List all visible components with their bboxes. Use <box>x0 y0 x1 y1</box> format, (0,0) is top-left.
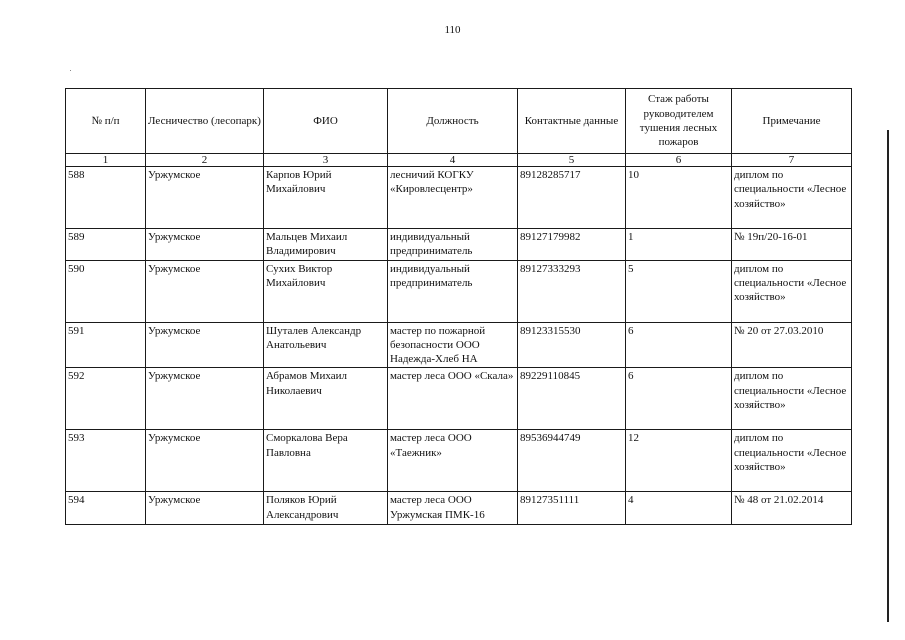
cell-num: 588 <box>66 167 146 229</box>
header-position: Должность <box>388 89 518 154</box>
cell-note: диплом по специальности «Лесное хозяйство» <box>732 260 852 322</box>
cell-note: № 48 от 21.02.2014 <box>732 492 852 525</box>
cell-position: лесничий КОГКУ «Кировлесцентр» <box>388 167 518 229</box>
column-number: 2 <box>146 154 264 167</box>
header-contacts: Контактные данные <box>518 89 626 154</box>
cell-num: 589 <box>66 229 146 261</box>
cell-experience: 6 <box>626 368 732 430</box>
cell-note: № 19п/20-16-01 <box>732 229 852 261</box>
cell-name: Поляков Юрий Александрович <box>264 492 388 525</box>
cell-note: диплом по специальности «Лесное хозяйство» <box>732 167 852 229</box>
cell-name: Карпов Юрий Михайлович <box>264 167 388 229</box>
scan-mark <box>70 70 71 71</box>
cell-experience: 5 <box>626 260 732 322</box>
header-row <box>66 89 852 154</box>
foresters-table <box>65 88 852 525</box>
column-number: 5 <box>518 154 626 167</box>
table-row <box>66 167 852 229</box>
cell-position: мастер леса ООО «Таежник» <box>388 430 518 492</box>
table-row <box>66 260 852 322</box>
cell-note: диплом по специальности «Лесное хозяйство» <box>732 368 852 430</box>
cell-contacts: 89229110845 <box>518 368 626 430</box>
cell-experience: 10 <box>626 167 732 229</box>
cell-note: № 20 от 27.03.2010 <box>732 322 852 368</box>
column-number-row <box>66 154 852 167</box>
header-name: ФИО <box>264 89 388 154</box>
cell-contacts: 89127179982 <box>518 229 626 261</box>
cell-position: индивидуальный предприниматель <box>388 260 518 322</box>
table-row <box>66 229 852 261</box>
cell-experience: 6 <box>626 322 732 368</box>
header-forestry: Лесничество (лесопарк) <box>146 89 264 154</box>
cell-forestry: Уржумское <box>146 492 264 525</box>
cell-forestry: Уржумское <box>146 260 264 322</box>
header-num: № п/п <box>66 89 146 154</box>
cell-name: Сухих Виктор Михайлович <box>264 260 388 322</box>
cell-num: 592 <box>66 368 146 430</box>
cell-position: мастер по пожарной безопасности ООО Надежда-Хлеб НА <box>388 322 518 368</box>
cell-forestry: Уржумское <box>146 430 264 492</box>
table-row <box>66 368 852 430</box>
cell-forestry: Уржумское <box>146 322 264 368</box>
table-row <box>66 492 852 525</box>
cell-name: Сморкалова Вера Павловна <box>264 430 388 492</box>
cell-experience: 4 <box>626 492 732 525</box>
table-row <box>66 430 852 492</box>
cell-num: 593 <box>66 430 146 492</box>
column-number: 7 <box>732 154 852 167</box>
cell-contacts: 89128285717 <box>518 167 626 229</box>
scan-edge-line <box>887 130 889 622</box>
column-number: 6 <box>626 154 732 167</box>
cell-forestry: Уржумское <box>146 167 264 229</box>
cell-contacts: 89127333293 <box>518 260 626 322</box>
column-number: 1 <box>66 154 146 167</box>
cell-forestry: Уржумское <box>146 368 264 430</box>
page-number: 110 <box>444 24 461 36</box>
cell-num: 594 <box>66 492 146 525</box>
cell-contacts: 89536944749 <box>518 430 626 492</box>
cell-num: 591 <box>66 322 146 368</box>
header-experience: Стаж работы руководителем тушения лесных пожаров <box>626 89 732 154</box>
cell-forestry: Уржумское <box>146 229 264 261</box>
column-number: 4 <box>388 154 518 167</box>
column-number: 3 <box>264 154 388 167</box>
cell-position: мастер леса ООО «Скала» <box>388 368 518 430</box>
cell-num: 590 <box>66 260 146 322</box>
cell-name: Абрамов Михаил Николаевич <box>264 368 388 430</box>
cell-experience: 1 <box>626 229 732 261</box>
table-row <box>66 322 852 368</box>
cell-contacts: 89127351111 <box>518 492 626 525</box>
cell-position: индивидуальный предприниматель <box>388 229 518 261</box>
cell-name: Шуталев Александр Анатольевич <box>264 322 388 368</box>
cell-note: диплом по специальности «Лесное хозяйство» <box>732 430 852 492</box>
cell-contacts: 89123315530 <box>518 322 626 368</box>
cell-position: мастер леса ООО Уржумская ПМК-16 <box>388 492 518 525</box>
cell-experience: 12 <box>626 430 732 492</box>
cell-name: Мальцев Михаил Владимирович <box>264 229 388 261</box>
header-note: Примечание <box>732 89 852 154</box>
